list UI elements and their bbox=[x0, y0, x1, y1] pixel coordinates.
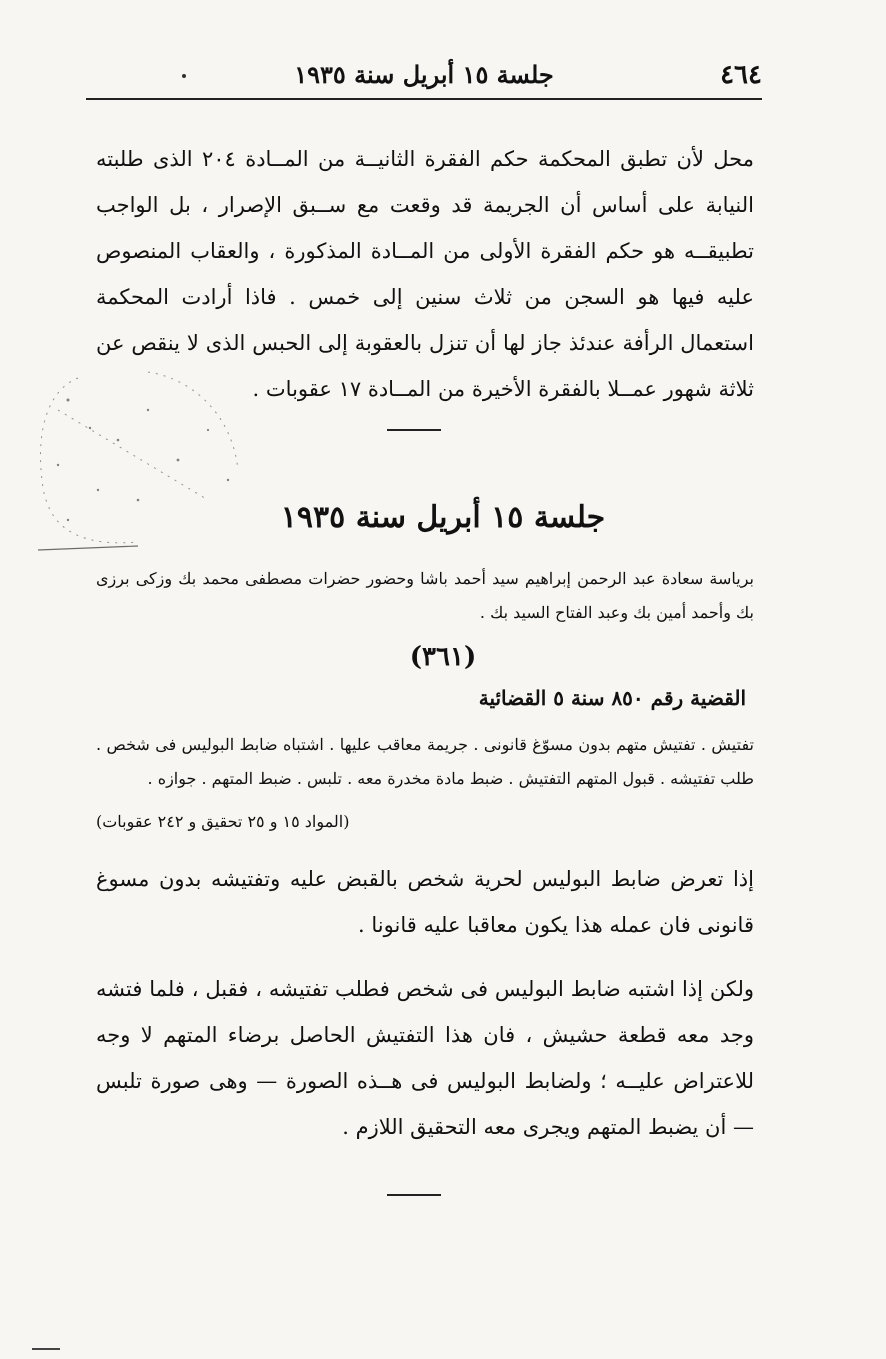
session-heading: جلسة ١٥ أبريل سنة ١٩٣٥ bbox=[280, 500, 606, 535]
page-header bbox=[86, 52, 762, 100]
case-reference: القضية رقم ٨٥٠ سنة ٥ القضائية bbox=[478, 686, 746, 710]
articles-cited: (المواد ١٥ و ٢٥ تحقيق و ٢٤٢ عقوبات) bbox=[96, 812, 350, 831]
case-number: (٣٦١) bbox=[409, 642, 477, 672]
section-divider bbox=[387, 429, 441, 431]
legal-principle-1: إذا تعرض ضابط البوليس لحرية شخص بالقبض عليه وتفتيشه بدون مسوغ قانونى فان عمله هذا يكون معاقبا عليه قانونا . bbox=[96, 867, 754, 937]
legal-principle-2: ولكن إذا اشتبه ضابط البوليس فى شخص فطلب تفتيشه ، فقبل ، فلما فتشه وجد معه قطعة حشيش ، فان هذا التفتيش الحاصل برضاء المتهم لا وجه للاعتراض عليــه ؛ ولضابط البوليس فى هــذه الصورة — وهى صورة تلبس — أن يضبط المتهم ويجرى معه التحقيق اللازم . bbox=[96, 977, 754, 1139]
running-title: جلسة ١٥ أبريل سنة ١٩٣٥ bbox=[294, 60, 554, 89]
continued-paragraph: محل لأن تطبق المحكمة حكم الفقرة الثانيــة من المــادة ٢٠٤ الذى طلبته النيابة على أساس أن الجريمة قد وقعت مع ســبق الإصرار ، بل الواجب تطبيقــه هو حكم الفقرة الأولى من المــادة المذكورة ، والعقاب المنصوص عليه فيها هو السجن من ثلاث سنين إلى خمس . فاذا أرادت المحكمة استعمال الرأفة عندئذ جاز لها أن تنزل بالعقوبة إلى الحبس الذى لا ينقص عن ثلاثة شهور عمــلا بالفقرة الأخيرة من المــادة ١٧ عقوبات . bbox=[96, 147, 754, 401]
case-keywords: تفتيش . تفتيش متهم بدون مسوّغ قانونى . جريمة معاقب عليها . اشتباه ضابط البوليس فى شخص . طلب تفتيشه . قبول المتهم التفتيش . ضبط مادة مخدرة معه . تلبس . ضبط المتهم . جوازه . bbox=[96, 735, 754, 788]
end-divider bbox=[387, 1194, 441, 1196]
presidency-line: برياسة سعادة عبد الرحمن إبراهيم سيد أحمد باشا وحضور حضرات مصطفى محمد بك وزكى برزى بك وأحمد أمين بك وعبد الفتاح السيد بك . bbox=[96, 569, 754, 622]
page-number: ٤٦٤ bbox=[720, 60, 762, 90]
header-dot bbox=[182, 74, 186, 78]
margin-mark bbox=[32, 1348, 60, 1350]
